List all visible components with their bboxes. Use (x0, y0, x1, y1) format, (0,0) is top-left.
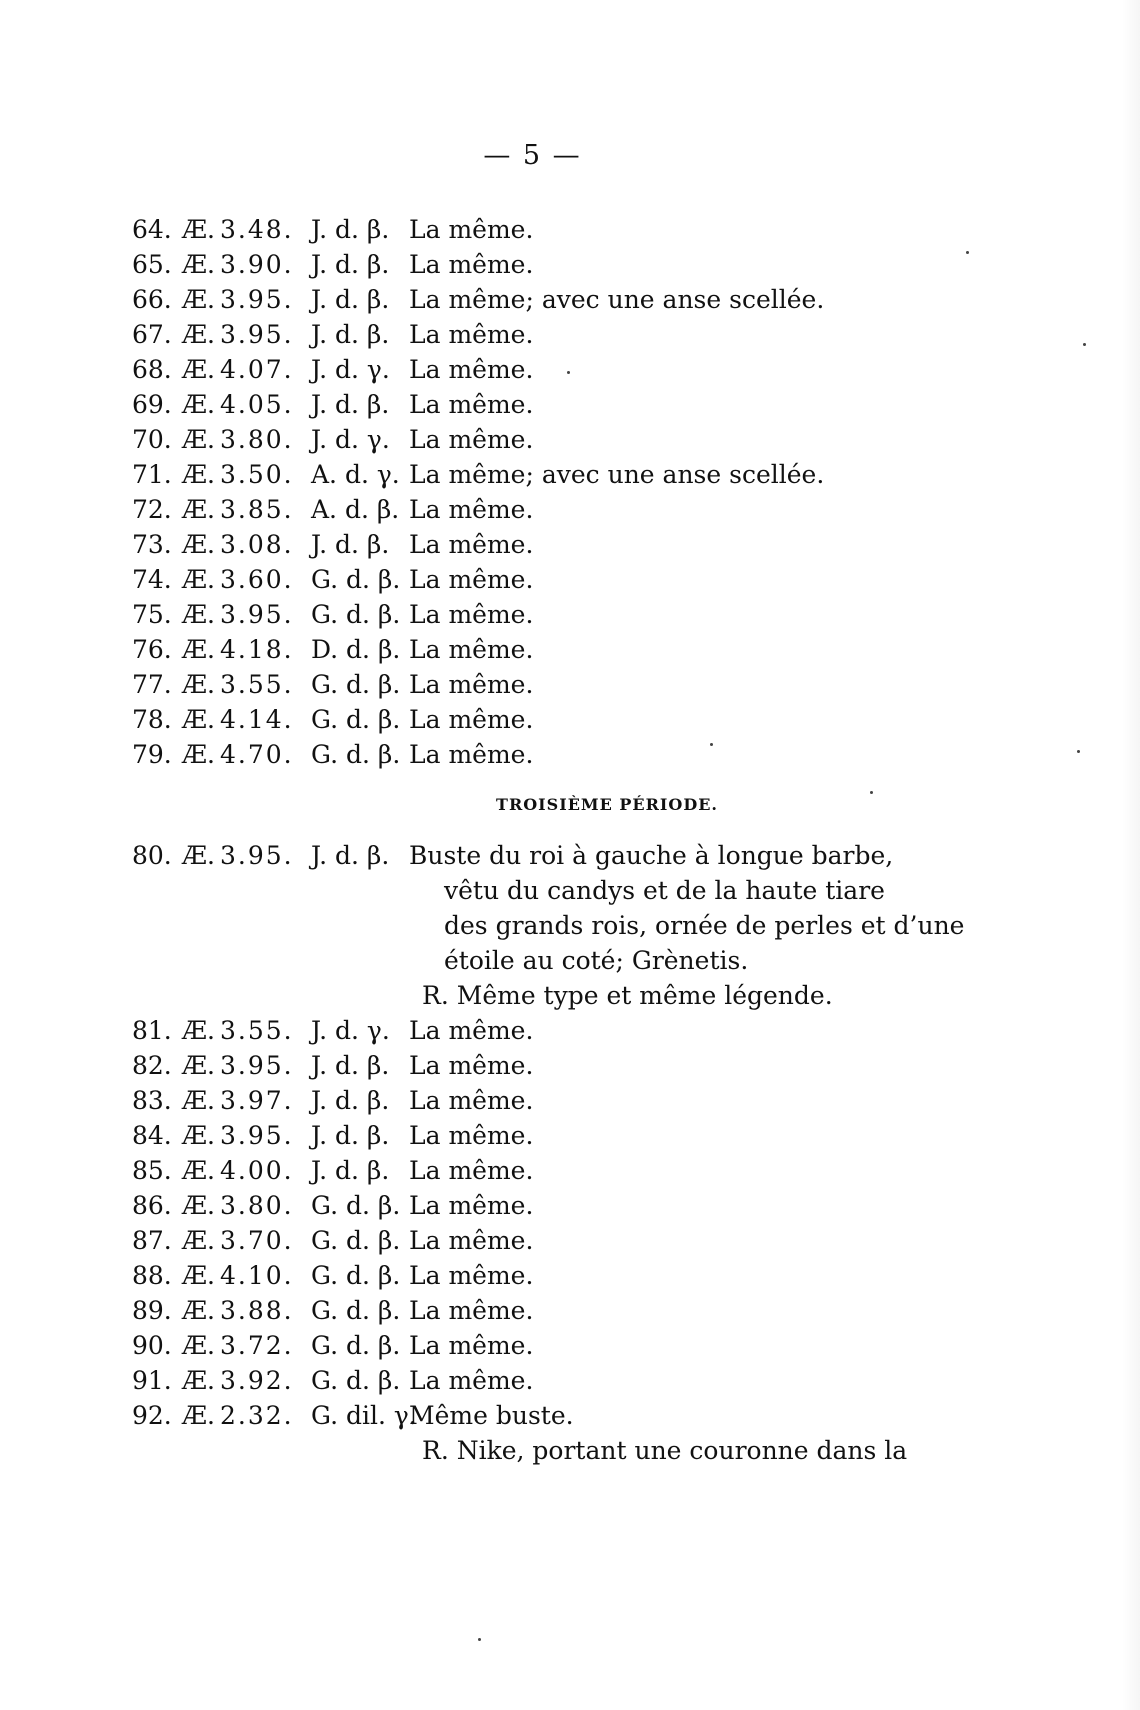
entry-location: J. d. β. (311, 1086, 390, 1115)
entry-metal: Æ. (182, 355, 215, 384)
entry-number: 91. (132, 1366, 172, 1395)
entry-weight: 3.08. (220, 530, 294, 559)
entry-weight: 4.70. (220, 740, 294, 769)
entry-location: G. d. β. (311, 670, 401, 699)
entry-weight: 3.80. (220, 1191, 294, 1220)
entry-number: 77. (132, 670, 172, 699)
entry-number: 74. (132, 565, 172, 594)
entry-weight: 3.80. (220, 425, 294, 454)
entry-weight: 3.60. (220, 565, 294, 594)
entry-location: G. d. β. (311, 740, 401, 769)
entry-description: La même. (409, 1296, 534, 1325)
entry-location: G. dil. γ. (311, 1401, 417, 1430)
entry-description: La même. (409, 425, 534, 454)
entry-location: G. d. β. (311, 1331, 401, 1360)
entry-metal: Æ. (182, 1226, 215, 1255)
entry-number: 76. (132, 635, 172, 664)
entry-weight: 3.48. (220, 215, 294, 244)
entry-description: La même. (409, 495, 534, 524)
catalogue-entry (132, 1293, 932, 1328)
catalogue-entry (132, 422, 932, 457)
entry-weight: 4.05. (220, 390, 294, 419)
entry-metal: Æ. (182, 600, 215, 629)
entry-number: 90. (132, 1331, 172, 1360)
scan-speck (966, 251, 969, 254)
entry-location: J. d. β. (311, 250, 390, 279)
entry-description: La même. (409, 1261, 534, 1290)
entry-weight: 3.90. (220, 250, 294, 279)
entry-number: 79. (132, 740, 172, 769)
entry-description: La même. (409, 390, 534, 419)
entry-weight: 3.97. (220, 1086, 294, 1115)
catalogue-entry (132, 1188, 932, 1223)
catalogue-entry (132, 562, 932, 597)
entry-number: 87. (132, 1226, 172, 1255)
entry-metal: Æ. (182, 1016, 215, 1045)
scan-speck (1083, 343, 1086, 346)
entry-location: J. d. γ. (311, 425, 390, 454)
catalogue-entry (132, 1013, 932, 1048)
entry-number: 75. (132, 600, 172, 629)
entry-number: 92. (132, 1401, 172, 1430)
entry-number: 89. (132, 1296, 172, 1325)
entry-metal: Æ. (182, 1051, 215, 1080)
catalogue-entry (132, 212, 932, 247)
entry-location: G. d. β. (311, 565, 401, 594)
entry-description: La même. (409, 740, 534, 769)
entry-number: 73. (132, 530, 172, 559)
entry-description: La même. (409, 670, 534, 699)
entry-description: La même. (409, 1016, 534, 1045)
entry-description: La même. (409, 530, 534, 559)
entry-metal: Æ. (182, 530, 215, 559)
entry-description: Même buste. (409, 1401, 574, 1430)
entry-weight: 3.95. (220, 1121, 294, 1150)
entry-number: 84. (132, 1121, 172, 1150)
entry-location: G. d. β. (311, 1261, 401, 1290)
entry-metal: Æ. (182, 1191, 215, 1220)
entry-description: La même. (409, 1331, 534, 1360)
entry-metal: Æ. (182, 425, 215, 454)
entry-location: J. d. β. (311, 215, 390, 244)
entry-metal: Æ. (182, 1331, 215, 1360)
entry-number: 70. (132, 425, 172, 454)
entry-description-line: Buste du roi à gauche à longue barbe, (409, 841, 894, 870)
entry-metal: Æ. (182, 215, 215, 244)
entry-number: 67. (132, 320, 172, 349)
entry-location: J. d. β. (311, 530, 390, 559)
catalogue-entry (132, 1118, 932, 1153)
entry-location: J. d. β. (311, 390, 390, 419)
entry-metal: Æ. (182, 1261, 215, 1290)
catalogue-entry (132, 527, 932, 562)
entry-location: J. d. γ. (311, 1016, 390, 1045)
entry-number: 81. (132, 1016, 172, 1045)
entry-location: J. d. β. (311, 285, 390, 314)
entry-number: 88. (132, 1261, 172, 1290)
entry-metal: Æ. (182, 390, 215, 419)
catalogue-entry (132, 282, 932, 317)
entry-number: 64. (132, 215, 172, 244)
entry-metal: Æ. (182, 495, 215, 524)
entry-number: 82. (132, 1051, 172, 1080)
entry-metal: Æ. (182, 740, 215, 769)
entry-metal: Æ. (182, 670, 215, 699)
catalogue-entry (132, 1223, 932, 1258)
entry-location: J. d. β. (311, 1156, 390, 1185)
entry-metal: Æ. (182, 1366, 215, 1395)
entry-metal: Æ. (182, 460, 215, 489)
entry-reverse: R. Nike, portant une couronne dans la (422, 1436, 908, 1465)
entry-metal: Æ. (182, 320, 215, 349)
catalogue-entry (132, 632, 932, 667)
entry-metal: Æ. (182, 565, 215, 594)
entry-description: La même. (409, 1191, 534, 1220)
entry-number: 69. (132, 390, 172, 419)
entry-weight: 3.95. (220, 1051, 294, 1080)
catalogue-entry (132, 352, 932, 387)
entry-metal: Æ. (182, 250, 215, 279)
entry-number: 78. (132, 705, 172, 734)
entry-description: La même. (409, 705, 534, 734)
entry-number: 66. (132, 285, 172, 314)
entry-metal: Æ. (182, 1156, 215, 1185)
entry-description: La même. (409, 1226, 534, 1255)
catalogue-entry (132, 387, 932, 422)
entry-location: G. d. β. (311, 1226, 401, 1255)
catalogue-entry (132, 597, 932, 632)
entry-location: J. d. β. (311, 1051, 390, 1080)
entry-location: G. d. β. (311, 1191, 401, 1220)
entry-metal: Æ. (182, 635, 215, 664)
entry-location: A. d. γ. (311, 460, 400, 489)
entry-number: 85. (132, 1156, 172, 1185)
entry-metal: Æ. (182, 1086, 215, 1115)
entry-weight: 3.88. (220, 1296, 294, 1325)
entry-weight: 3.50. (220, 460, 294, 489)
entry-weight: 4.07. (220, 355, 294, 384)
catalogue-entry (132, 667, 932, 702)
entry-description-line: des grands rois, ornée de perles et d’une (444, 911, 965, 940)
entry-location: J. d. β. (311, 841, 390, 870)
entry-weight: 3.85. (220, 495, 294, 524)
entry-weight: 3.55. (220, 1016, 294, 1045)
entry-weight: 3.55. (220, 670, 294, 699)
catalogue-entry (132, 1363, 932, 1398)
entry-reverse: R. Même type et même légende. (422, 981, 833, 1010)
entry-location: D. d. β. (311, 635, 401, 664)
entry-description: La même. (409, 565, 534, 594)
entry-weight: 3.72. (220, 1331, 294, 1360)
entry-location: G. d. β. (311, 1296, 401, 1325)
entry-description: La même. (409, 600, 534, 629)
entry-location: J. d. β. (311, 320, 390, 349)
entry-location: J. d. β. (311, 1121, 390, 1150)
entry-description-line: étoile au coté; Grènetis. (444, 946, 749, 975)
page-number: — 5 — (483, 140, 582, 171)
catalogue-entry (132, 1153, 932, 1188)
catalogue-entry (132, 1083, 932, 1118)
entry-metal: Æ. (182, 705, 215, 734)
catalogue-entry (132, 1258, 932, 1293)
entry-location: G. d. β. (311, 600, 401, 629)
catalogue-entry (132, 247, 932, 282)
scan-speck (567, 371, 570, 374)
catalogue-entry (132, 1328, 932, 1363)
entry-description: La même. (409, 1051, 534, 1080)
page-edge-shadow (1122, 0, 1140, 1710)
entry-description: La même. (409, 1156, 534, 1185)
entry-metal: Æ. (182, 841, 215, 870)
entry-description: La même. (409, 1086, 534, 1115)
entry-description: La même. (409, 1121, 534, 1150)
entry-number: 68. (132, 355, 172, 384)
entry-description: La même. (409, 355, 534, 384)
entry-weight: 3.95. (220, 841, 294, 870)
entry-location: A. d. β. (311, 495, 400, 524)
entry-weight: 4.10. (220, 1261, 294, 1290)
section-heading: TROISIÈME PÉRIODE. (496, 795, 718, 814)
catalogue-entry (132, 1398, 932, 1433)
entry-number: 72. (132, 495, 172, 524)
entry-description-line: vêtu du candys et de la haute tiare (444, 876, 885, 905)
entry-weight: 4.14. (220, 705, 294, 734)
entry-description: La même; avec une anse scellée. (409, 460, 825, 489)
entry-number: 86. (132, 1191, 172, 1220)
entry-weight: 3.95. (220, 320, 294, 349)
entry-description: La même. (409, 635, 534, 664)
entry-description: La même. (409, 250, 534, 279)
entry-location: J. d. γ. (311, 355, 390, 384)
entry-weight: 3.95. (220, 285, 294, 314)
entry-number: 71. (132, 460, 172, 489)
entry-weight: 3.92. (220, 1366, 294, 1395)
entry-weight: 4.18. (220, 635, 294, 664)
scan-speck (710, 743, 713, 746)
catalogue-entry (132, 702, 932, 737)
entry-metal: Æ. (182, 285, 215, 314)
entry-metal: Æ. (182, 1296, 215, 1325)
catalogue-entry (132, 737, 932, 772)
catalogue-entries (132, 212, 965, 1468)
catalogue-entry (132, 492, 932, 527)
entry-number: 80. (132, 841, 172, 870)
entry-weight: 2.32. (220, 1401, 294, 1430)
scan-speck (1077, 750, 1080, 753)
entry-location: G. d. β. (311, 1366, 401, 1395)
entry-description: La même. (409, 215, 534, 244)
catalogue-entry (132, 1048, 932, 1083)
catalogue-entry (132, 457, 932, 492)
catalogue-entry (132, 838, 932, 873)
entry-description: La même; avec une anse scellée. (409, 285, 825, 314)
entry-weight: 3.70. (220, 1226, 294, 1255)
entry-description: La même. (409, 1366, 534, 1395)
entry-description: La même. (409, 320, 534, 349)
catalogue-entry (132, 317, 932, 352)
entry-weight: 4.00. (220, 1156, 294, 1185)
scan-speck (478, 1638, 481, 1641)
entry-number: 83. (132, 1086, 172, 1115)
scan-speck (870, 791, 873, 794)
entry-weight: 3.95. (220, 600, 294, 629)
entry-metal: Æ. (182, 1401, 215, 1430)
entry-metal: Æ. (182, 1121, 215, 1150)
entry-location: G. d. β. (311, 705, 401, 734)
entry-number: 65. (132, 250, 172, 279)
